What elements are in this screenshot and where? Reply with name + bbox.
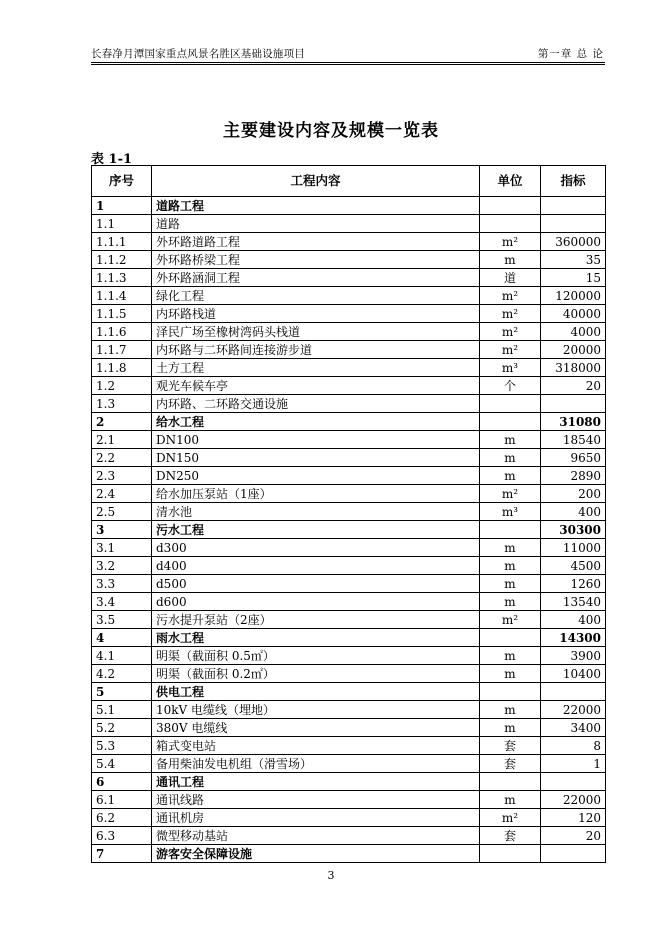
row-number-cell: 2 [92,413,152,431]
row-unit-cell [480,215,541,233]
row-value-cell: 22000 [541,701,606,719]
row-content-cell: DN100 [152,431,480,449]
table-row [92,485,606,503]
row-content-cell: 雨水工程 [152,629,480,647]
table-row [92,377,606,395]
row-unit-cell: m [480,701,541,719]
table-row [92,809,606,827]
row-unit-cell: m² [480,485,541,503]
row-number-cell: 2.3 [92,467,152,485]
table-category-row [92,845,606,863]
row-number-cell: 2.2 [92,449,152,467]
row-content-cell: DN150 [152,449,480,467]
column-header-unit: 单位 [480,166,541,197]
row-unit-cell [480,629,541,647]
row-unit-cell: m [480,431,541,449]
row-unit-cell: m² [480,341,541,359]
row-value-cell: 200 [541,485,606,503]
table-row [92,287,606,305]
row-number-cell: 3.3 [92,575,152,593]
row-content-cell: 箱式变电站 [152,737,480,755]
row-content-cell: d400 [152,557,480,575]
row-value-cell: 13540 [541,593,606,611]
running-header-chapter: 第一章 总 论 [537,48,604,60]
table-row [92,341,606,359]
row-number-cell: 4.2 [92,665,152,683]
row-value-cell: 20 [541,377,606,395]
row-number-cell: 4 [92,629,152,647]
row-value-cell: 318000 [541,359,606,377]
table-row [92,701,606,719]
row-value-cell: 4500 [541,557,606,575]
row-value-cell: 3400 [541,719,606,737]
row-content-cell: 外环路涵洞工程 [152,269,480,287]
table-row [92,719,606,737]
row-unit-cell [480,683,541,701]
row-value-cell: 40000 [541,305,606,323]
row-value-cell: 1260 [541,575,606,593]
header-rule-second [91,64,605,65]
table-label: 表 1-1 [91,152,133,167]
row-number-cell: 3.1 [92,539,152,557]
row-value-cell: 20000 [541,341,606,359]
row-number-cell: 1.1 [92,215,152,233]
row-unit-cell: m³ [480,503,541,521]
row-content-cell: 微型移动基站 [152,827,480,845]
row-content-cell: 观光车候车亭 [152,377,480,395]
row-value-cell: 31080 [541,413,606,431]
row-number-cell: 1.2 [92,377,152,395]
construction-scope-table [91,165,606,863]
row-content-cell: DN250 [152,467,480,485]
row-value-cell: 8 [541,737,606,755]
row-unit-cell: m² [480,323,541,341]
row-number-cell: 3.4 [92,593,152,611]
row-content-cell: 明渠（截面积 0.2㎡） [152,665,480,683]
row-number-cell: 3 [92,521,152,539]
row-content-cell: 通讯线路 [152,791,480,809]
row-number-cell: 1.3 [92,395,152,413]
row-number-cell: 5.1 [92,701,152,719]
table-row [92,593,606,611]
row-unit-cell [480,845,541,863]
row-unit-cell: 套 [480,737,541,755]
row-unit-cell: m [480,449,541,467]
row-content-cell: 通讯机房 [152,809,480,827]
table-row [92,323,606,341]
column-header-number: 序号 [92,166,152,197]
row-unit-cell: 套 [480,755,541,773]
row-number-cell: 1.1.7 [92,341,152,359]
row-number-cell: 1.1.8 [92,359,152,377]
row-unit-cell: m³ [480,359,541,377]
table-category-row [92,521,606,539]
page-title: 主要建设内容及规模一览表 [223,121,439,141]
row-unit-cell: m [480,575,541,593]
row-unit-cell: m [480,539,541,557]
table-category-row [92,683,606,701]
row-unit-cell: m [480,719,541,737]
row-unit-cell: m² [480,287,541,305]
table-row [92,449,606,467]
row-number-cell: 7 [92,845,152,863]
page-number: 3 [327,869,335,882]
row-value-cell: 120 [541,809,606,827]
row-value-cell: 14300 [541,629,606,647]
row-value-cell [541,395,606,413]
row-unit-cell: m [480,557,541,575]
row-unit-cell [480,521,541,539]
table-row [92,251,606,269]
row-number-cell: 1.1.3 [92,269,152,287]
table-body [92,197,606,863]
table-row [92,611,606,629]
header-rule [91,62,605,63]
table-row [92,395,606,413]
row-content-cell: 供电工程 [152,683,480,701]
column-header-content: 工程内容 [152,166,480,197]
row-number-cell: 5.2 [92,719,152,737]
row-unit-cell: 个 [480,377,541,395]
row-unit-cell [480,413,541,431]
row-value-cell: 3900 [541,647,606,665]
row-value-cell [541,773,606,791]
row-unit-cell: m² [480,233,541,251]
row-number-cell: 1.1.5 [92,305,152,323]
table-category-row [92,197,606,215]
row-content-cell: 绿化工程 [152,287,480,305]
row-unit-cell: m² [480,809,541,827]
row-value-cell: 18540 [541,431,606,449]
row-content-cell: 备用柴油发电机组（滑雪场） [152,755,480,773]
table-row [92,305,606,323]
row-unit-cell: m [480,665,541,683]
row-value-cell [541,197,606,215]
row-number-cell: 5.3 [92,737,152,755]
table-category-row [92,773,606,791]
table-row [92,647,606,665]
table-row [92,575,606,593]
table-header-row [92,166,606,197]
row-content-cell: 清水池 [152,503,480,521]
column-header-value: 指标 [541,166,606,197]
table-row [92,233,606,251]
row-number-cell: 5.4 [92,755,152,773]
row-content-cell: 内环路、二环路交通设施 [152,395,480,413]
row-content-cell: d300 [152,539,480,557]
row-unit-cell: m [480,791,541,809]
row-content-cell: 明渠（截面积 0.5㎡） [152,647,480,665]
row-number-cell: 2.1 [92,431,152,449]
row-unit-cell [480,773,541,791]
row-number-cell: 4.1 [92,647,152,665]
table-row [92,503,606,521]
table-category-row [92,413,606,431]
row-content-cell: 10kV 电缆线（埋地） [152,701,480,719]
row-content-cell: d600 [152,593,480,611]
row-value-cell: 11000 [541,539,606,557]
row-number-cell: 1.1.4 [92,287,152,305]
row-unit-cell: m² [480,611,541,629]
row-value-cell: 2890 [541,467,606,485]
row-number-cell: 2.4 [92,485,152,503]
row-value-cell: 10400 [541,665,606,683]
row-content-cell: 内环路栈道 [152,305,480,323]
row-content-cell: 给水工程 [152,413,480,431]
row-content-cell: 通讯工程 [152,773,480,791]
row-content-cell: 游客安全保障设施 [152,845,480,863]
row-content-cell: 外环路桥梁工程 [152,251,480,269]
row-value-cell: 9650 [541,449,606,467]
running-header-title: 长春净月潭国家重点风景名胜区基础设施项目 [91,48,305,60]
table-row [92,431,606,449]
row-value-cell: 120000 [541,287,606,305]
row-content-cell: d500 [152,575,480,593]
row-unit-cell [480,197,541,215]
row-value-cell [541,683,606,701]
table-row [92,269,606,287]
row-content-cell: 泽民广场至橡树湾码头栈道 [152,323,480,341]
table-row [92,827,606,845]
row-content-cell: 道路 [152,215,480,233]
row-number-cell: 6.2 [92,809,152,827]
row-value-cell: 360000 [541,233,606,251]
row-number-cell: 6.3 [92,827,152,845]
row-content-cell: 380V 电缆线 [152,719,480,737]
row-value-cell [541,215,606,233]
row-number-cell: 6 [92,773,152,791]
row-number-cell: 3.2 [92,557,152,575]
row-value-cell: 1 [541,755,606,773]
row-number-cell: 5 [92,683,152,701]
table-row [92,215,606,233]
row-unit-cell: 道 [480,269,541,287]
row-number-cell: 1.1.2 [92,251,152,269]
row-unit-cell [480,395,541,413]
row-unit-cell: m [480,467,541,485]
table-row [92,557,606,575]
table-row [92,359,606,377]
table-row [92,791,606,809]
table-row [92,665,606,683]
row-unit-cell: m [480,251,541,269]
row-number-cell: 3.5 [92,611,152,629]
row-value-cell: 400 [541,611,606,629]
table-row [92,737,606,755]
row-content-cell: 内环路与二环路间连接游步道 [152,341,480,359]
row-content-cell: 给水加压泵站（1座） [152,485,480,503]
row-value-cell: 35 [541,251,606,269]
row-number-cell: 6.1 [92,791,152,809]
row-number-cell: 1 [92,197,152,215]
row-number-cell: 1.1.1 [92,233,152,251]
table-category-row [92,629,606,647]
table-row [92,467,606,485]
row-value-cell: 15 [541,269,606,287]
row-value-cell: 400 [541,503,606,521]
row-unit-cell: m² [480,305,541,323]
row-content-cell: 外环路道路工程 [152,233,480,251]
row-unit-cell: m [480,593,541,611]
row-value-cell: 4000 [541,323,606,341]
row-unit-cell: 套 [480,827,541,845]
row-value-cell [541,845,606,863]
row-value-cell: 30300 [541,521,606,539]
row-number-cell: 2.5 [92,503,152,521]
row-number-cell: 1.1.6 [92,323,152,341]
row-content-cell: 道路工程 [152,197,480,215]
row-content-cell: 土方工程 [152,359,480,377]
row-content-cell: 污水提升泵站（2座） [152,611,480,629]
row-value-cell: 20 [541,827,606,845]
table-row [92,755,606,773]
row-value-cell: 22000 [541,791,606,809]
row-content-cell: 污水工程 [152,521,480,539]
row-unit-cell: m [480,647,541,665]
table-row [92,539,606,557]
